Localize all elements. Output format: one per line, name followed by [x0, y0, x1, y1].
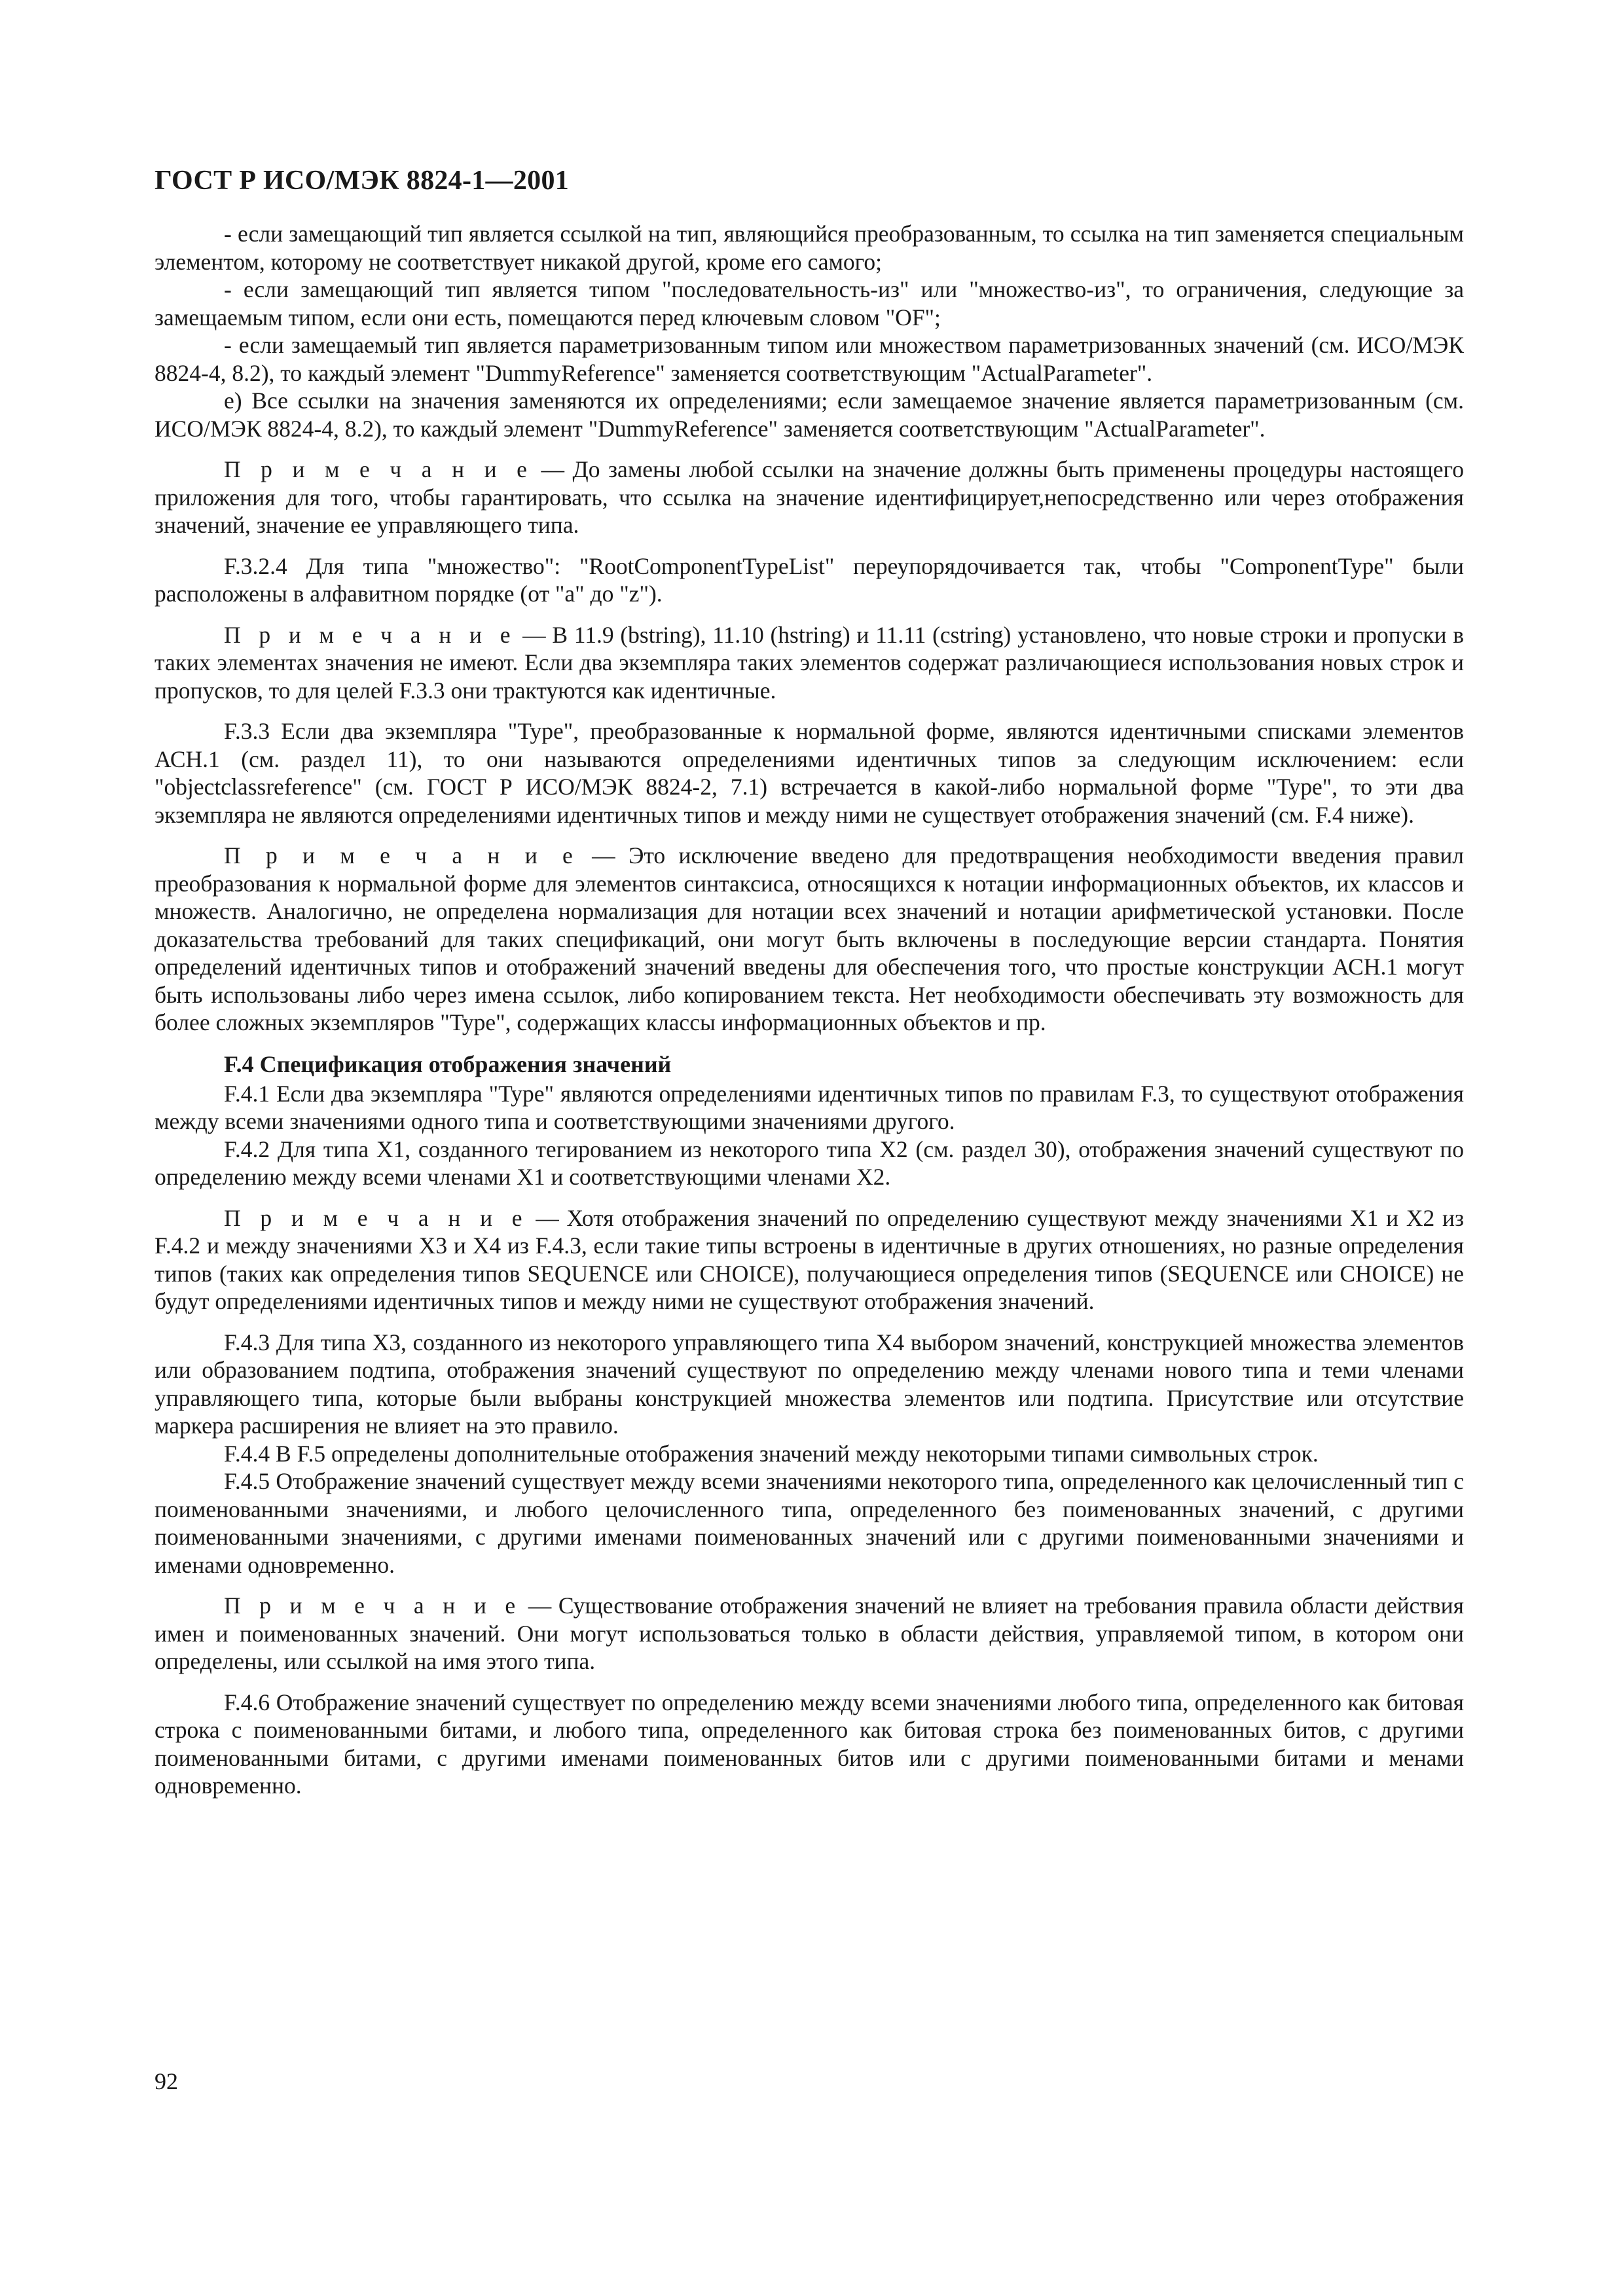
paragraph-f-4-4: F.4.4 В F.5 определены дополнительные отображения значений между некоторыми типами символьных строк.	[224, 1440, 1319, 1467]
note-label: П р и м е ч а н и е	[224, 842, 579, 869]
paragraph-f-3-3: F.3.3 Если два экземпляра "Type", преобразованные к нормальной форме, являются идентичными списками элементов АСН.1 (см. раздел 11), то они называются определениями идентичных типов за следующим исключением: если "objectclassreference" (см. ГОСТ Р ИСО/МЭК 8824-2, 7.1) встречается в какой-либо нормальной форме "Type", то эти два экземпляра не являются определениями идентичных типов и между ними не существует отображения значений (см. F.4 ниже).	[155, 718, 1464, 828]
paragraph-f-4-1: F.4.1 Если два экземпляра "Type" являются определениями идентичных типов по правилам F.3, то существуют отображения между всеми значениями одного типа и соответствующими значениями другого.	[155, 1080, 1464, 1134]
note-label: П р и м е ч а н и е	[224, 621, 517, 648]
paragraph-value-references: е) Все ссылки на значения заменяются их определениями; если замещаемое значение является параметризованным (см. ИСО/МЭК 8824-4, 8.2), то каждый элемент "DummyReference" заменяется соответствующим "ActualParameter".	[155, 387, 1464, 442]
paragraph-f-4-2: F.4.2 Для типа X1, созданного тегированием из некоторого типа X2 (см. раздел 30), отображения значений существуют по определению между всеми членами X1 и соответствующими членами X2.	[155, 1136, 1464, 1190]
paragraph-f-4-6: F.4.6 Отображение значений существует по определению между всеми значениями любого типа, определенного как битовая строка с поименованными битами, и любого типа, определенного как битовая строка без поименованных битов, с другими поименованными битами, с другими именами поименованных битов или с другими поименованными битами и менами одновременно.	[155, 1689, 1464, 1799]
note-label: П р и м е ч а н и е	[224, 456, 533, 482]
page-header: ГОСТ Р ИСО/МЭК 8824-1—2001	[155, 166, 570, 196]
page-number: 92	[155, 2068, 178, 2094]
note-text: — Существование отображения значений не влияет на требования правила области действия имен и поименованных значений. Они могут использоваться только в области действия, управляемой типом, в котором они определены, или ссылкой на имя этого типа.	[155, 1592, 1464, 1674]
paragraph-replacing-type-reference: - если замещающий тип является ссылкой на тип, являющийся преобразованным, то ссылка на тип заменяется специальным элементом, которому не соответствует никакой другой, кроме его самого;	[155, 221, 1464, 275]
note-text: — Это исключение введено для предотвращения необходимости введения правил преобразования к нормальной форме для элементов синтаксиса, относящихся к нотации информационных объектов, их классов и множеств. Аналогично, не определена нормализация для нотации всех значений и нотации арифметической установки. После доказательства требований для таких спецификаций, они могут быть включены в последующие версии стандарта. Понятия определений идентичных типов и отображений значений введены для обеспечения того, что простые конструкции АСН.1 могут быть использованы либо через имена ссылок, либо копированием текста. Нет необходимости обеспечивать эту возможность для более сложных экземпляров "Type", содержащих классы информационных объектов и пр.	[155, 842, 1464, 1035]
note-text: — До замены любой ссылки на значение должны быть применены процедуры настоящего приложения для того, чтобы гарантировать, что ссылка на значение идентифицирует,непосредственно или через отображения значений, значение ее управляющего типа.	[155, 456, 1464, 538]
paragraph-parameterized-type: - если замещаемый тип является параметризованным типом или множеством параметризованных значений (см. ИСО/МЭК 8824-4, 8.2), то каждый элемент "DummyReference" заменяется соответствующим "ActualParameter".	[155, 332, 1464, 386]
paragraph-f-3-2-4: F.3.2.4 Для типа "множество": "RootComponentTypeList" переупорядочивается так, чтобы "ComponentType" были расположены в алфавитном порядке (от "а" до "z").	[155, 552, 1464, 607]
note-name-scope	[155, 1592, 1464, 1676]
document-page	[155, 164, 1464, 1800]
note-value-mappings	[155, 1204, 1464, 1316]
note-text: — В 11.9 (bstring), 11.10 (hstring) и 11.11 (cstring) установлено, что новые строки и пропуски в таких элементах значения не имеют. Если два экземпляра таких элементов содержат различающиеся использования новых строк и пропусков, то для целей F.3.3 они трактуются как идентичные.	[155, 621, 1464, 704]
paragraph-f-4-3: F.4.3 Для типа X3, созданного из некоторого управляющего типа X4 выбором значений, конструкцией множества элементов или образованием подтипа, отображения значений существуют по определению между членами нового типа и теми членами управляющего типа, которые были выбраны конструкцией множества элементов или подтипа. Присутствие или отсутствие маркера расширения не влияет на это правило.	[155, 1329, 1464, 1439]
section-heading-f-4: F.4 Спецификация отображения значений	[224, 1050, 672, 1077]
paragraph-sequence-of-constraints: - если замещающий тип является типом "последовательность-из" или "множество-из", то ограничения, следующие за замещаемым типом, если они есть, помещаются перед ключевым словом "OF";	[155, 276, 1464, 331]
note-label: П р и м е ч а н и е	[224, 1592, 522, 1619]
note-value-reference	[155, 456, 1464, 539]
note-text: — Хотя отображения значений по определению существуют между значениями X1 и X2 из F.4.2 и между значениями X3 и X4 из F.4.3, если такие типы встроены в идентичные в других отношениях, но разные определения типов (таких как определения типов SEQUENCE или CHOICE), получающиеся определения типов (SEQUENCE или CHOICE) не будут определениями идентичных типов и между ними не существуют отображения значений.	[155, 1204, 1464, 1314]
paragraph-f-4-5: F.4.5 Отображение значений существует между всеми значениями некоторого типа, определенного как целочисленный тип с поименованными значениями, и любого целочисленного типа, определенного без поименованных значений, с другими поименованными значениями, с другими именами поименованных значений или с другими поименованными значениями и именами одновременно.	[155, 1468, 1464, 1578]
note-label: П р и м е ч а н и е	[224, 1204, 528, 1231]
note-bstring-hstring	[155, 621, 1464, 705]
note-exception	[155, 842, 1464, 1037]
